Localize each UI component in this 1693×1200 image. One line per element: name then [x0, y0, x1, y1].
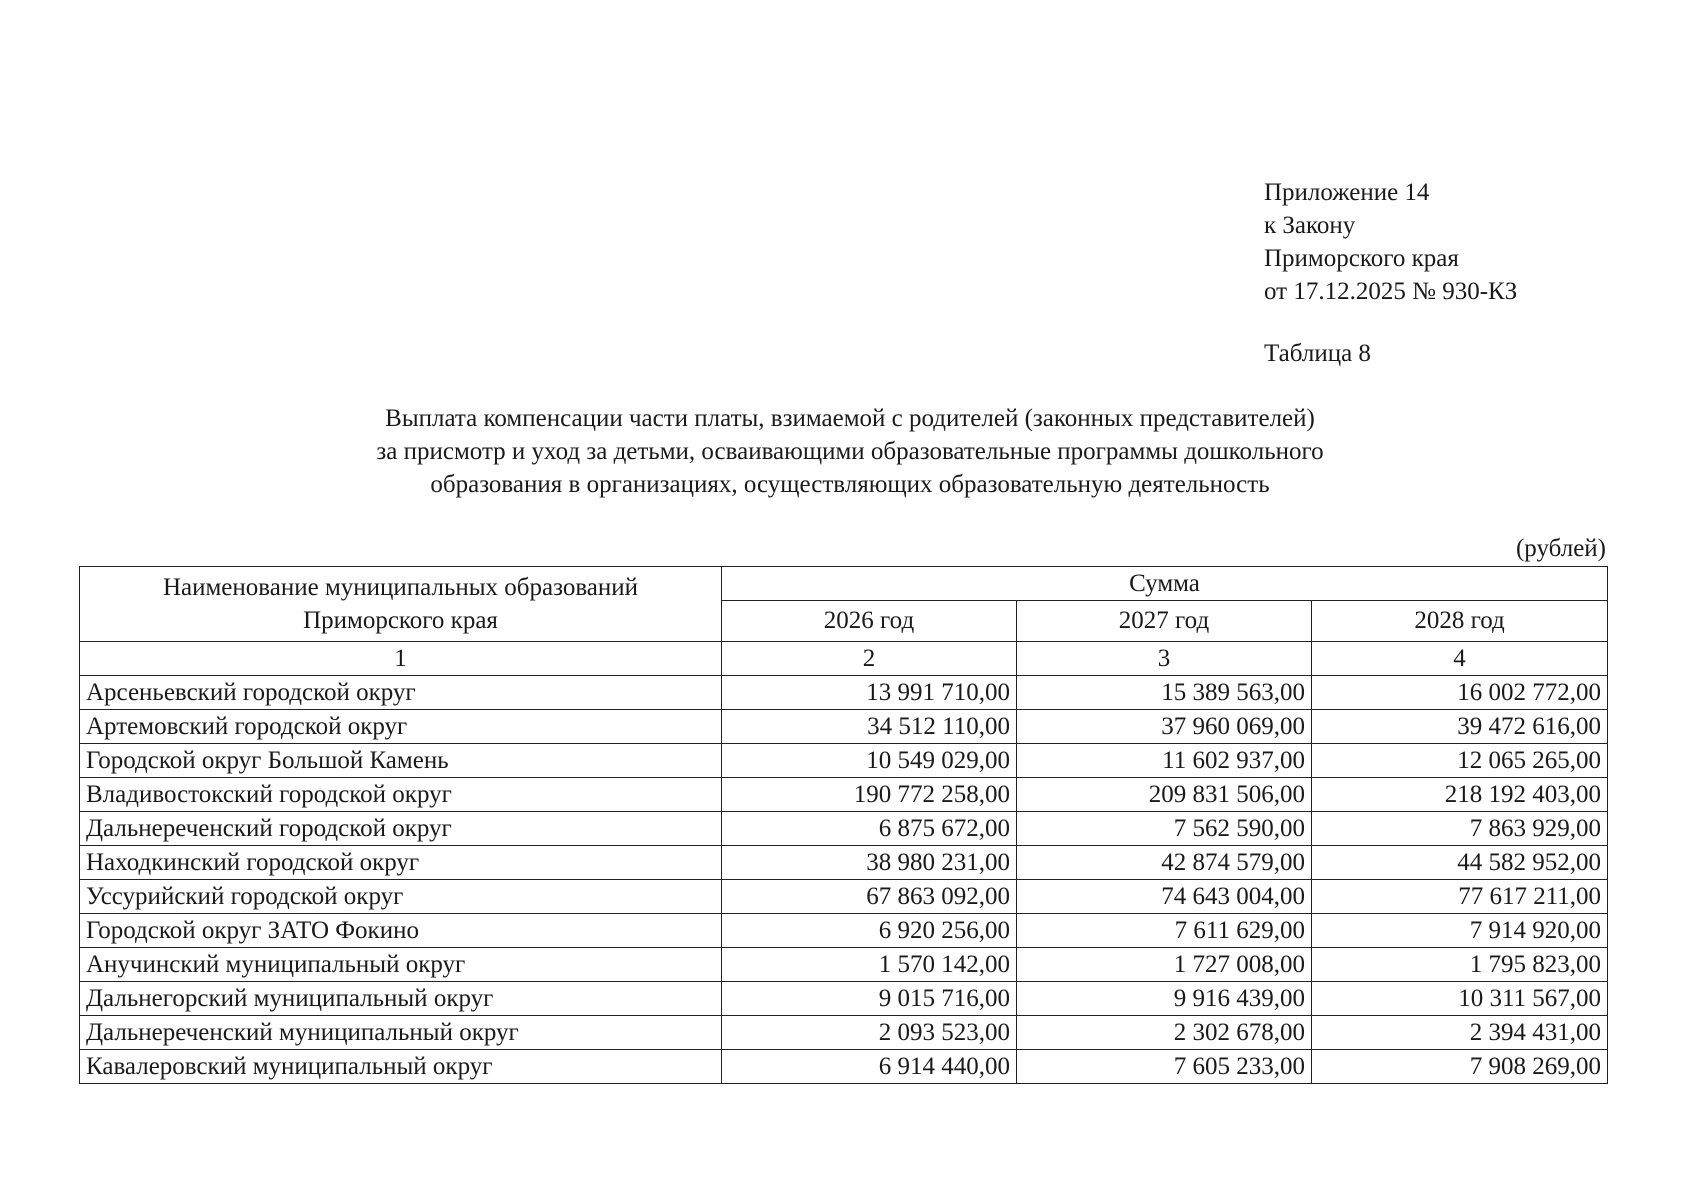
municipality-name-cell: Городской округ Большой Камень — [80, 744, 722, 778]
table-body — [80, 642, 1608, 1084]
municipality-name-cell: Арсеньевский городской округ — [80, 676, 722, 710]
year-header-2027: 2027 год — [1017, 601, 1312, 642]
table-row — [80, 1016, 1608, 1050]
municipality-name-cell: Дальнереченский городской округ — [80, 812, 722, 846]
municipality-name-cell: Дальнереченский муниципальный округ — [80, 1016, 722, 1050]
amount-2028-cell: 7 914 920,00 — [1312, 914, 1608, 948]
amount-2028-cell: 12 065 265,00 — [1312, 744, 1608, 778]
appendix-line: от 17.12.2025 № 930-КЗ — [1264, 278, 1518, 305]
column-number: 2 — [722, 642, 1017, 676]
table-row — [80, 676, 1608, 710]
amount-2026-cell: 6 875 672,00 — [722, 812, 1017, 846]
table-row — [80, 880, 1608, 914]
amount-2028-cell: 1 795 823,00 — [1312, 948, 1608, 982]
amount-2026-cell: 190 772 258,00 — [722, 778, 1017, 812]
header-line: Наименование муниципальных образований — [162, 574, 639, 601]
amount-2028-cell: 44 582 952,00 — [1312, 846, 1608, 880]
amount-2027-cell: 11 602 937,00 — [1017, 744, 1312, 778]
title-line: Выплата компенсации части платы, взимаемой с родителей (законных представителей) — [385, 405, 1315, 432]
amount-2027-cell: 1 727 008,00 — [1017, 948, 1312, 982]
amount-2026-cell: 1 570 142,00 — [722, 948, 1017, 982]
amount-2026-cell: 6 920 256,00 — [722, 914, 1017, 948]
amount-2027-cell: 7 605 233,00 — [1017, 1050, 1312, 1084]
appendix-reference — [1264, 176, 1517, 308]
appendix-line: Приложение 14 — [1264, 179, 1430, 206]
table-row — [80, 710, 1608, 744]
column-number-row — [80, 642, 1608, 676]
title-line: за присмотр и уход за детьми, осваивающими образовательные программы дошкольного — [376, 438, 1324, 465]
amount-2027-cell: 74 643 004,00 — [1017, 880, 1312, 914]
amount-2026-cell: 67 863 092,00 — [722, 880, 1017, 914]
amount-2026-cell: 34 512 110,00 — [722, 710, 1017, 744]
sum-column-header: Сумма — [722, 567, 1608, 601]
amount-2027-cell: 209 831 506,00 — [1017, 778, 1312, 812]
municipality-name-cell: Кавалеровский муниципальный округ — [80, 1050, 722, 1084]
appendix-line: Приморского края — [1264, 245, 1459, 272]
amount-2028-cell: 10 311 567,00 — [1312, 982, 1608, 1016]
compensation-table — [79, 566, 1608, 1084]
municipality-name-cell: Владивостокский городской округ — [80, 778, 722, 812]
column-number: 3 — [1017, 642, 1312, 676]
municipality-name-cell: Городской округ ЗАТО Фокино — [80, 914, 722, 948]
amount-2027-cell: 9 916 439,00 — [1017, 982, 1312, 1016]
table-row — [80, 812, 1608, 846]
year-header-2028: 2028 год — [1312, 601, 1608, 642]
municipality-name-cell: Артемовский городской округ — [80, 710, 722, 744]
amount-2026-cell: 2 093 523,00 — [722, 1016, 1017, 1050]
amount-2026-cell: 9 015 716,00 — [722, 982, 1017, 1016]
table-row — [80, 1050, 1608, 1084]
amount-2028-cell: 2 394 431,00 — [1312, 1016, 1608, 1050]
year-header-2026: 2026 год — [722, 601, 1017, 642]
amount-2028-cell: 77 617 211,00 — [1312, 880, 1608, 914]
municipality-column-header — [80, 567, 722, 642]
header-line: Приморского края — [303, 607, 498, 634]
amount-2027-cell: 37 960 069,00 — [1017, 710, 1312, 744]
amount-2027-cell: 2 302 678,00 — [1017, 1016, 1312, 1050]
table-row — [80, 744, 1608, 778]
municipality-name-cell: Уссурийский городской округ — [80, 880, 722, 914]
amount-2026-cell: 13 991 710,00 — [722, 676, 1017, 710]
table-number: Таблица 8 — [1264, 340, 1371, 367]
document-title — [200, 402, 1500, 501]
amount-2028-cell: 7 863 929,00 — [1312, 812, 1608, 846]
amount-2027-cell: 7 611 629,00 — [1017, 914, 1312, 948]
municipality-name-cell: Дальнегорский муниципальный округ — [80, 982, 722, 1016]
amount-2027-cell: 15 389 563,00 — [1017, 676, 1312, 710]
amount-2026-cell: 6 914 440,00 — [722, 1050, 1017, 1084]
amount-2028-cell: 7 908 269,00 — [1312, 1050, 1608, 1084]
column-number: 1 — [80, 642, 722, 676]
table-row — [80, 948, 1608, 982]
unit-note: (рублей) — [1515, 535, 1606, 562]
table-row — [80, 914, 1608, 948]
appendix-line: к Закону — [1264, 212, 1356, 239]
title-line: образования в организациях, осуществляющих образовательную деятельность — [430, 471, 1270, 498]
amount-2026-cell: 10 549 029,00 — [722, 744, 1017, 778]
amount-2026-cell: 38 980 231,00 — [722, 846, 1017, 880]
table-row — [80, 982, 1608, 1016]
table-row — [80, 846, 1608, 880]
amount-2027-cell: 42 874 579,00 — [1017, 846, 1312, 880]
table-row — [80, 778, 1608, 812]
amount-2028-cell: 218 192 403,00 — [1312, 778, 1608, 812]
municipality-name-cell: Анучинский муниципальный округ — [80, 948, 722, 982]
municipality-name-cell: Находкинский городской округ — [80, 846, 722, 880]
amount-2028-cell: 16 002 772,00 — [1312, 676, 1608, 710]
amount-2028-cell: 39 472 616,00 — [1312, 710, 1608, 744]
amount-2027-cell: 7 562 590,00 — [1017, 812, 1312, 846]
column-number: 4 — [1312, 642, 1608, 676]
